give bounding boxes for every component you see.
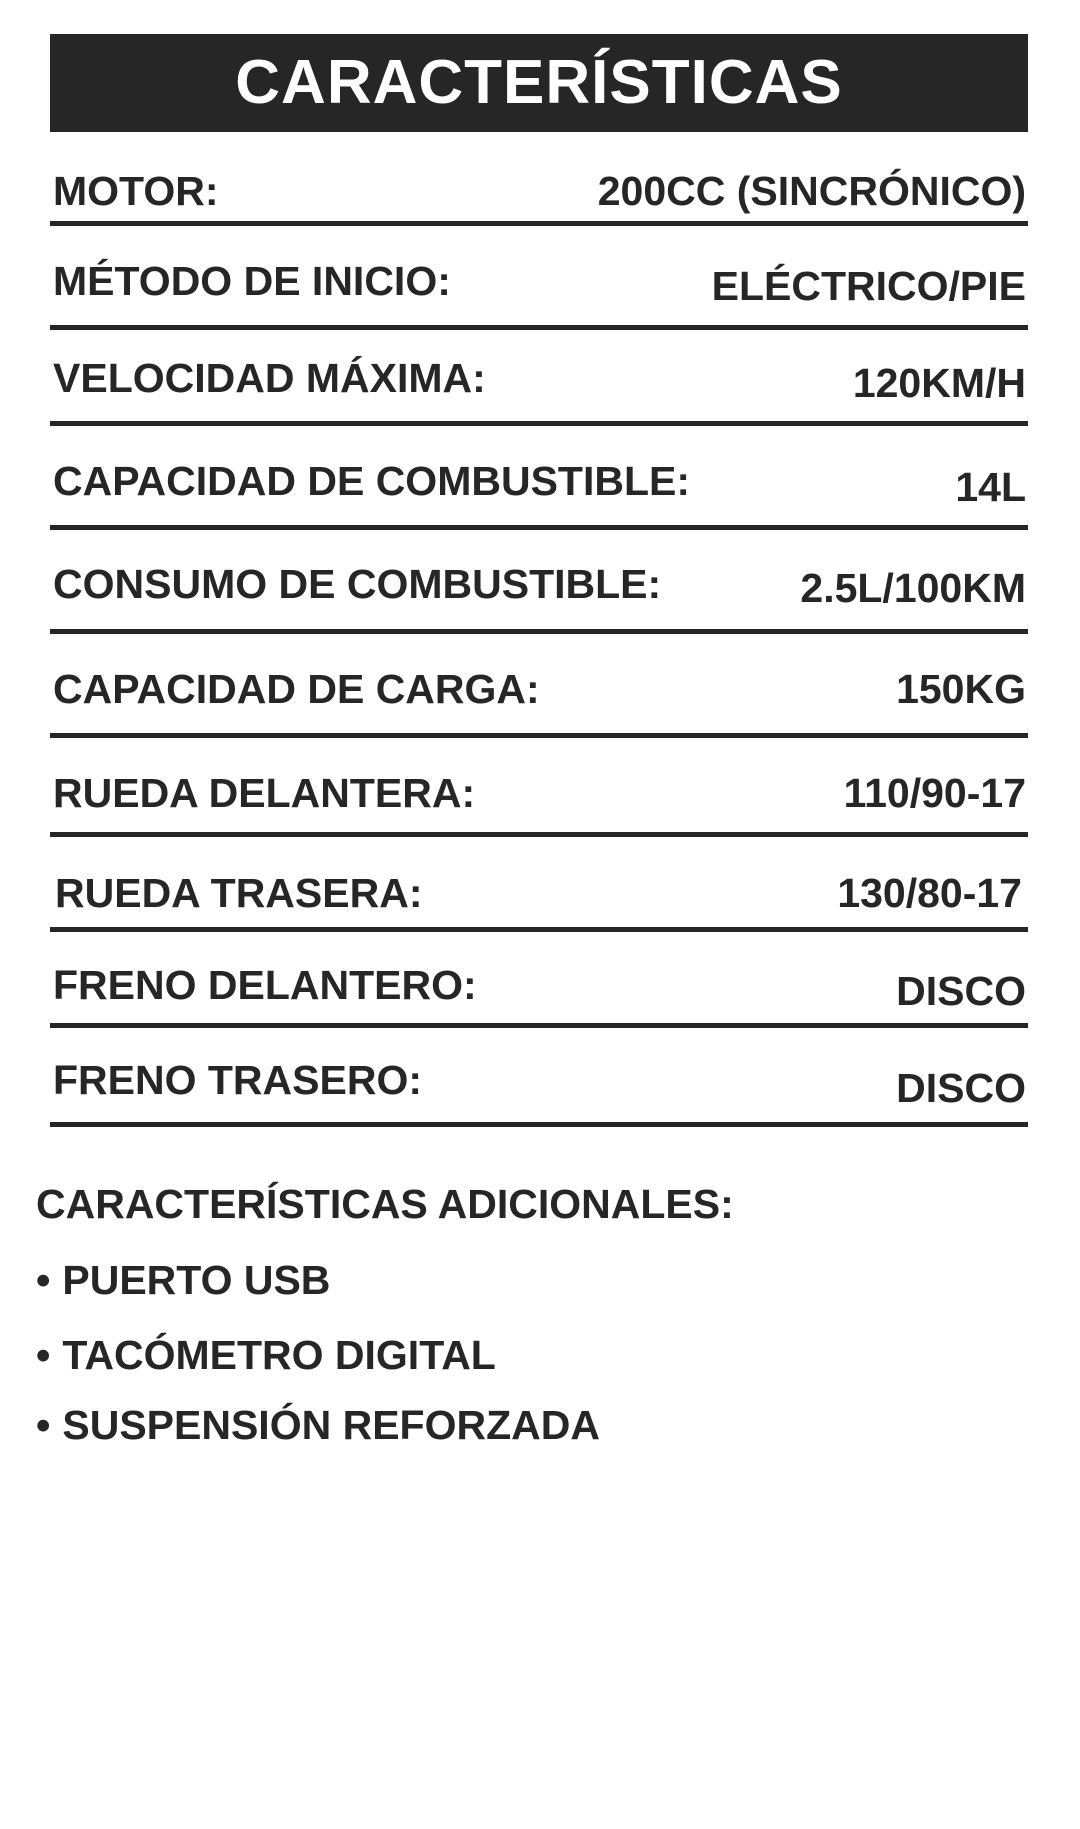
page-title: CARACTERÍSTICAS: [235, 48, 843, 117]
spec-value: DISCO: [896, 1065, 1026, 1111]
spec-row-front-brake: [50, 932, 1028, 1028]
spec-value: 14L: [955, 464, 1026, 510]
spec-row-rear-wheel: [50, 837, 1028, 932]
spec-row-motor: [50, 132, 1028, 226]
spec-label: FRENO DELANTERO:: [53, 962, 477, 1008]
list-item: [36, 1332, 496, 1378]
bullet-icon: •: [36, 1257, 51, 1303]
spec-row-rear-brake: [50, 1028, 1028, 1127]
spec-label: RUEDA TRASERA:: [55, 870, 423, 916]
spec-label: VELOCIDAD MÁXIMA:: [53, 355, 486, 401]
spec-row-fuel-capacity: [50, 426, 1028, 530]
spec-value: 2.5L/100KM: [800, 565, 1026, 611]
bullet-icon: •: [36, 1332, 51, 1378]
spec-label: MÉTODO DE INICIO:: [53, 258, 451, 304]
spec-label: CONSUMO DE COMBUSTIBLE:: [53, 561, 662, 607]
spec-value: DISCO: [896, 968, 1026, 1014]
spec-row-fuel-consumption: [50, 530, 1028, 634]
spec-value: 130/80-17: [837, 870, 1022, 916]
spec-label: FRENO TRASERO:: [53, 1057, 422, 1103]
list-item-text: TACÓMETRO DIGITAL: [62, 1332, 496, 1378]
additional-features-title: CARACTERÍSTICAS ADICIONALES:: [36, 1181, 734, 1227]
spec-row-front-wheel: [50, 738, 1028, 837]
spec-label: CAPACIDAD DE CARGA:: [53, 666, 540, 712]
header-banner: [50, 34, 1028, 132]
list-item-text: PUERTO USB: [62, 1257, 331, 1303]
spec-value: 200CC (SINCRÓNICO): [597, 168, 1026, 214]
spec-value: 110/90-17: [843, 770, 1026, 816]
spec-table: [50, 132, 1028, 1127]
spec-label: CAPACIDAD DE COMBUSTIBLE:: [53, 458, 691, 504]
list-item-text: SUSPENSIÓN REFORZADA: [62, 1402, 600, 1448]
spec-row-load-capacity: [50, 634, 1028, 738]
spec-label: RUEDA DELANTERA:: [53, 770, 476, 816]
bullet-icon: •: [36, 1402, 51, 1448]
list-item: [36, 1402, 600, 1448]
list-item: [36, 1257, 331, 1303]
spec-label: MOTOR:: [53, 168, 219, 214]
additional-features: [36, 1181, 1036, 1448]
spec-row-max-speed: [50, 330, 1028, 426]
spec-row-start-method: [50, 226, 1028, 330]
spec-value: ELÉCTRICO/PIE: [711, 263, 1026, 309]
spec-value: 150KG: [896, 666, 1026, 712]
spec-value: 120KM/H: [852, 360, 1026, 406]
